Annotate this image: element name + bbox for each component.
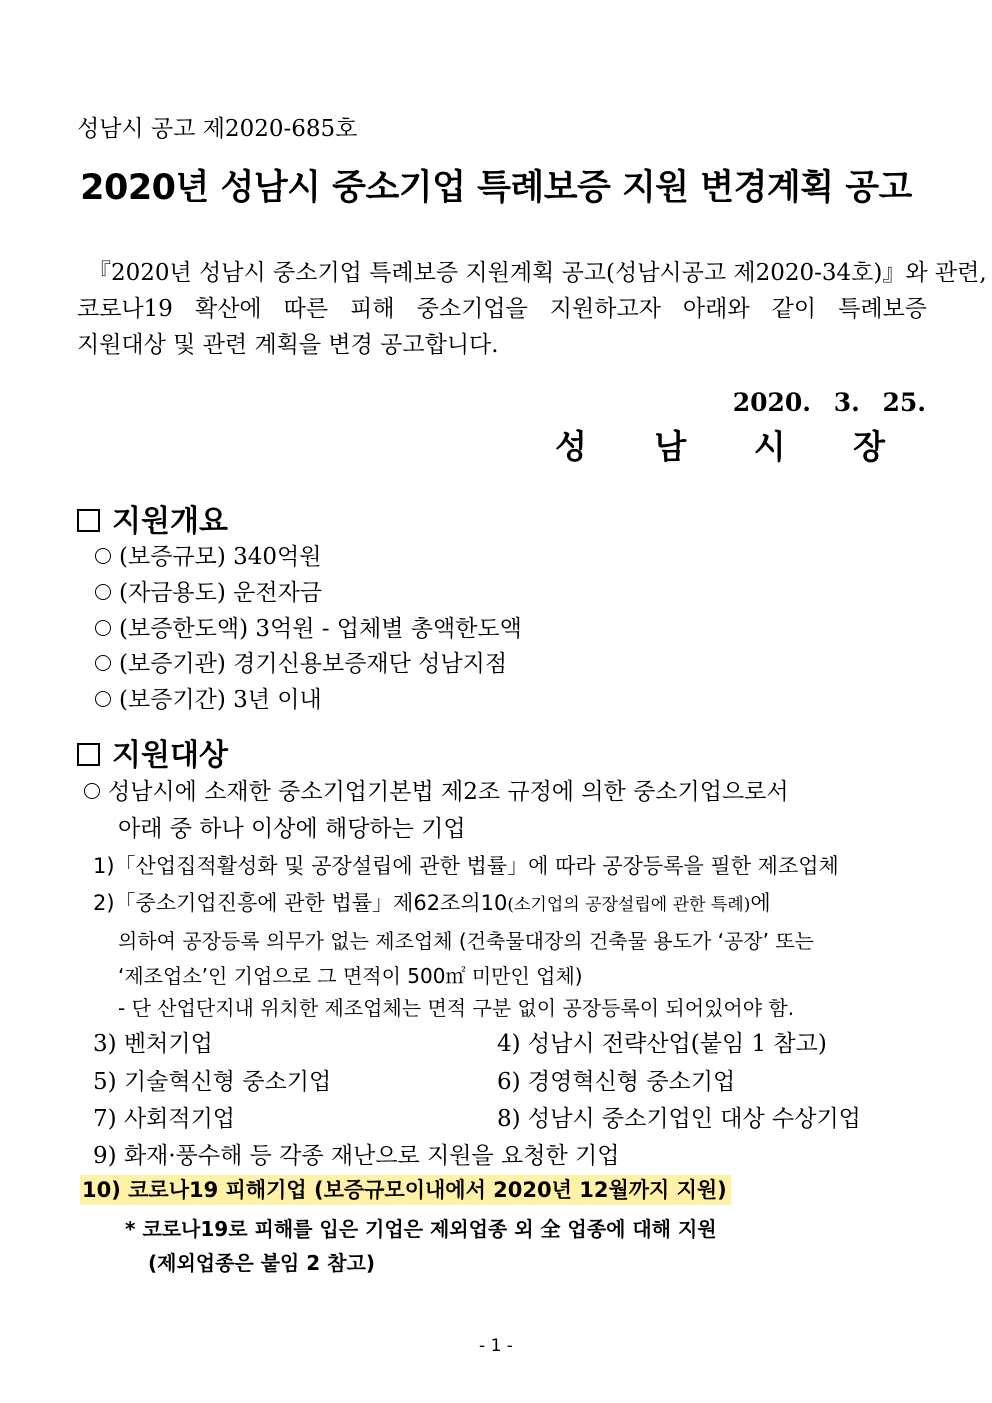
target-item-1: 1)「산업집적활성화 및 공장설립에 관한 법률」에 따라 공장등록을 필한 제조업체: [93, 854, 839, 878]
intro-line-1: 『2020년 성남시 중소기업 특례보증 지원계획 공고(성남시공고 제2020-34호)』와 관련,: [88, 260, 987, 286]
section-heading-overview: [77, 504, 228, 539]
issuer-char: 남: [654, 427, 687, 466]
target-item-2-tail: 에: [750, 891, 771, 915]
overview-item: [95, 689, 322, 712]
overview-item-text: (보증규모) 340억원: [119, 544, 322, 570]
target-item-10: [80, 1180, 731, 1201]
circle-bullet-icon: [95, 691, 111, 707]
targets-lead-text: 성남시에 소재한 중소기업기본법 제2조 규정에 의한 중소기업으로서: [108, 779, 789, 805]
page-number: - 1 -: [479, 1336, 513, 1356]
target-item-5: 5) 기술혁신형 중소기업: [93, 1069, 332, 1095]
announcement-date: 2020. 3. 25.: [732, 388, 926, 417]
target-item-2: [93, 893, 771, 914]
intro-line-2: 코로나19 확산에 따른 피해 중소기업을 지원하고자 아래와 같이 특례보증: [77, 296, 927, 322]
issuer-char: 시: [753, 427, 786, 466]
overview-item-text: (보증기관) 경기신용보증재단 성남지점: [119, 651, 508, 677]
circle-bullet-icon: [95, 620, 111, 636]
page-title: 2020년 성남시 중소기업 특례보증 지원 변경계획 공고: [80, 168, 912, 208]
notice-number: 성남시 공고 제2020-685호: [77, 116, 358, 142]
target-item-6: 6) 경영혁신형 중소기업: [497, 1069, 736, 1095]
circle-bullet-icon: [95, 655, 111, 671]
target-note-2: (제외업종은 붙임 2 참고): [148, 1251, 375, 1275]
target-item-3: 3) 벤처기업: [93, 1031, 213, 1057]
overview-item-text: (보증한도액) 3억원 - 업체별 총액한도액: [119, 616, 522, 642]
target-item-2-small: (소기업의 공장설립에 관한 특례): [507, 895, 751, 915]
checkbox-square-icon: [77, 743, 100, 766]
overview-item: [95, 618, 522, 641]
checkbox-square-icon: [77, 509, 100, 532]
target-item-4: 4) 성남시 전략산업(붙임 1 참고): [497, 1031, 827, 1057]
target-item-2-main: 2)「중소기업진흥에 관한 법률」제62조의10: [93, 891, 508, 915]
issuer-char: 성: [555, 427, 587, 466]
section-heading-text: 지원대상: [112, 738, 228, 773]
issuer-char: 장: [853, 427, 885, 466]
target-item-9: 9) 화재·풍수해 등 각종 재난으로 지원을 요청한 기업: [93, 1143, 620, 1169]
overview-item: [95, 546, 321, 569]
target-item-10-highlight: 10) 코로나19 피해기업 (보증규모이내에서 2020년 12월까지 지원): [80, 1175, 731, 1205]
issuer: [555, 427, 885, 466]
target-item-2-line-3: ‘제조업소’인 기업으로 그 면적이 500㎡ 미만인 업체): [118, 964, 583, 988]
target-item-2-line-4: - 단 산업단지내 위치한 제조업체는 면적 구분 없이 공장등록이 되어있어야 함.: [118, 996, 795, 1020]
overview-item: [95, 582, 322, 605]
targets-lead-line-2: 아래 중 하나 이상에 해당하는 기업: [118, 816, 466, 842]
targets-lead-line-1: [84, 781, 789, 804]
circle-bullet-icon: [84, 783, 100, 799]
target-item-2-line-2: 의하여 공장등록 의무가 없는 제조업체 (건축물대장의 건축물 용도가 ‘공장’ 또는: [118, 929, 814, 953]
overview-item-text: (자금용도) 운전자금: [119, 580, 323, 606]
circle-bullet-icon: [95, 548, 111, 564]
section-heading-targets: [77, 738, 228, 773]
overview-item: [95, 653, 507, 676]
overview-item-text: (보증기간) 3년 이내: [119, 687, 322, 713]
section-heading-text: 지원개요: [112, 504, 228, 539]
circle-bullet-icon: [95, 584, 111, 600]
target-item-8: 8) 성남시 중소기업인 대상 수상기업: [497, 1106, 861, 1132]
target-item-7: 7) 사회적기업: [93, 1106, 236, 1132]
intro-line-3: 지원대상 및 관련 계획을 변경 공고합니다.: [77, 332, 499, 358]
target-note-1: * 코로나19로 피해를 입은 기업은 제외업종 외 全 업종에 대해 지원: [125, 1217, 717, 1241]
